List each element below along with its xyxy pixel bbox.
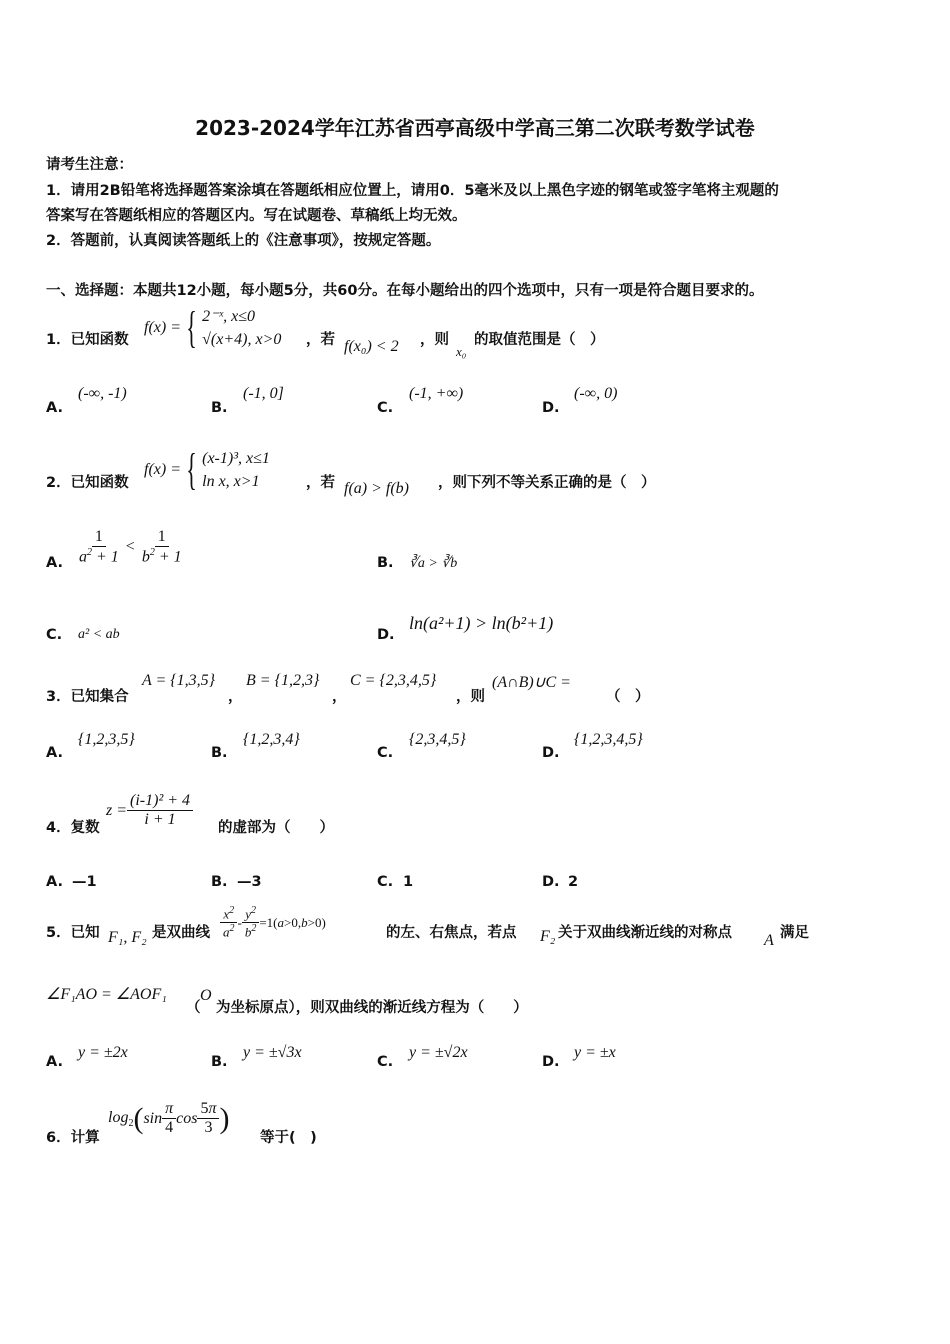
q5-mid-3: 关于双曲线渐近线的对称点 (558, 925, 732, 941)
q2-option-b[interactable]: ∛a > ∛b (409, 556, 458, 571)
q5-mid-2: 的左、右焦点，若点 (386, 925, 517, 941)
q3-option-d-label[interactable]: D. (542, 745, 560, 761)
notice-line-2: 答案写在答题纸相应的答题区内。写在试题卷、草稿纸上均无效。 (46, 208, 467, 224)
q5-foci: F₁, F₂ (108, 929, 147, 946)
q5-paren-open: （ (186, 1000, 201, 1016)
q2-function: f(x) = { (x-1)³, x≤1 ln x, x>1 (144, 445, 270, 495)
q3-option-b-label[interactable]: B. (211, 745, 228, 761)
q5-option-c[interactable]: y = ±√2x (409, 1044, 468, 1061)
q5-hyperbola: $\frac{x^2}{a^2}$ - $\frac{y^2}{b^2}$ =1( a >0, b >0) (220, 905, 326, 941)
q1-option-d[interactable]: (-∞, 0) (574, 385, 618, 402)
q3-mid: ，则 (456, 689, 485, 705)
q5-mid-4: 满足 (780, 925, 809, 941)
q5-origin: O (200, 987, 212, 1004)
q1-option-c[interactable]: (-1, +∞) (409, 385, 464, 402)
notice-line-3: 2．答题前，认真阅读答题纸上的《注意事项》，按规定答题。 (46, 233, 441, 249)
q2-case-2: ln x, x>1 (202, 473, 260, 491)
q2-option-a[interactable]: $\frac{1}{a^2 + 1}$ < $\frac{1}{b^2 + 1}$ (79, 528, 182, 566)
q3-set-c: C = {2,3,4,5} (350, 672, 437, 689)
q5-option-a[interactable]: y = ±2x (78, 1044, 128, 1061)
q2-condition: f(a) > f(b) (344, 480, 409, 497)
q1-tail: 的取值范围是（ ） (474, 332, 605, 348)
q4-z: z = (106, 801, 128, 819)
q3-tail: （ ） (606, 689, 650, 705)
q3-option-a[interactable]: {1,2,3,5} (78, 731, 135, 748)
q2-option-c-label[interactable]: C. (46, 627, 63, 643)
q3-set-a: A = {1,3,5} (142, 672, 216, 689)
q3-option-a-label[interactable]: A. (46, 745, 63, 761)
q2-tail: ，则下列不等关系正确的是（ ） (438, 475, 656, 491)
q5-tail: 为坐标原点），则双曲线的渐近线方程为（ ） (216, 1000, 528, 1016)
q1-option-b-label[interactable]: B. (211, 400, 228, 416)
q4-expression (106, 792, 193, 830)
q1-option-a-label[interactable]: A. (46, 400, 63, 416)
q6-tail: 等于( ) (260, 1130, 317, 1146)
q1-function: f(x) = { 2⁻ˣ, x≤0 √(x+4), x>0 (144, 303, 282, 353)
q5-option-b-label[interactable]: B. (211, 1054, 228, 1070)
q1-case-1: 2⁻ˣ, x≤0 (202, 308, 255, 325)
q4-numerator: (i-1)² + 4 (127, 792, 193, 811)
q1-stem-start: 1．已知函数 (46, 332, 129, 348)
q2-option-c[interactable]: a² < ab (78, 627, 120, 642)
q3-stem-start: 3．已知集合 (46, 689, 129, 705)
q3-option-d[interactable]: {1,2,3,4,5} (574, 731, 643, 748)
q1-option-c-label[interactable]: C. (377, 400, 394, 416)
q1-option-d-label[interactable]: D. (542, 400, 560, 416)
q6-expression: $\log_2$ ( sin $\frac{\pi}{4}$ cos $\frac{5\pi}{3}$ ) (108, 1100, 230, 1137)
q1-mid2: ，则 (420, 332, 449, 348)
q5-mid-1: 是双曲线 (152, 925, 210, 941)
q5-stem-start: 5．已知 (46, 925, 100, 941)
q3-option-b[interactable]: {1,2,3,4} (243, 731, 300, 748)
q5-point-a: A (764, 932, 774, 949)
q5-option-d-label[interactable]: D. (542, 1054, 560, 1070)
q6-stem-start: 6．计算 (46, 1130, 100, 1146)
q4-denominator: i + 1 (144, 811, 176, 829)
q3-comma-1: ， (228, 689, 243, 705)
q1-option-b[interactable]: (-1, 0] (243, 385, 284, 402)
q2-stem-start: 2．已知函数 (46, 475, 129, 491)
q2-option-a-label[interactable]: A. (46, 555, 63, 571)
q3-option-c-label[interactable]: C. (377, 745, 394, 761)
q4-option-a-label[interactable]: A. (46, 874, 63, 890)
q5-option-b[interactable]: y = ±√3x (243, 1044, 302, 1061)
q2-case-1: (x-1)³, x≤1 (202, 450, 270, 467)
notice-heading: 请考生注意： (46, 157, 133, 173)
q2-option-d[interactable]: ln(a²+1) > ln(b²+1) (409, 613, 554, 633)
q4-option-a[interactable]: —1 (72, 874, 97, 890)
q4-option-b-label[interactable]: B. (211, 874, 228, 890)
q4-option-d[interactable]: 2 (568, 874, 579, 890)
q2-option-d-label[interactable]: D. (377, 627, 395, 643)
q4-tail: 的虚部为（ ） (218, 820, 334, 836)
q3-comma-2: ， (332, 689, 347, 705)
q4-stem-start: 4．复数 (46, 820, 100, 836)
q4-option-b[interactable]: —3 (237, 874, 262, 890)
q1-var: x₀ (456, 344, 467, 359)
q1-condition: f(x₀) < 2 (344, 338, 399, 355)
q2-fx: f(x) = (144, 461, 181, 479)
exam-title: 2023-2024学年江苏省西亭高级中学高三第二次联考数学试卷 (195, 116, 755, 140)
q5-option-d[interactable]: y = ±x (574, 1044, 616, 1061)
q2-mid: ，若 (306, 475, 335, 491)
q5-option-c-label[interactable]: C. (377, 1054, 394, 1070)
q5-option-a-label[interactable]: A. (46, 1054, 63, 1070)
q1-case-2: √(x+4), x>0 (202, 331, 282, 349)
q1-fx: f(x) = (144, 319, 181, 337)
q5-f2: F₂ (540, 928, 556, 945)
q4-option-c-label[interactable]: C. (377, 874, 394, 890)
q4-option-c[interactable]: 1 (403, 874, 414, 890)
q2-option-b-label[interactable]: B. (377, 555, 394, 571)
section-heading: 一、选择题：本题共12小题，每小题5分，共60分。在每小题给出的四个选项中，只有一项是符合题目要求的。 (46, 283, 764, 299)
q1-mid: ，若 (306, 332, 335, 348)
q3-set-b: B = {1,2,3} (246, 672, 320, 689)
q5-angle: ∠F₁AO = ∠AOF₁ (46, 986, 167, 1003)
q3-expression: (A∩B)∪C = (492, 674, 571, 691)
q3-option-c[interactable]: {2,3,4,5} (409, 731, 466, 748)
notice-line-1: 1．请用2B铅笔将选择题答案涂填在答题纸相应位置上，请用0．5毫米及以上黑色字迹的钢笔或签字笔将主观题的 (46, 183, 779, 199)
q1-option-a[interactable]: (-∞, -1) (78, 385, 127, 402)
q4-option-d-label[interactable]: D. (542, 874, 560, 890)
